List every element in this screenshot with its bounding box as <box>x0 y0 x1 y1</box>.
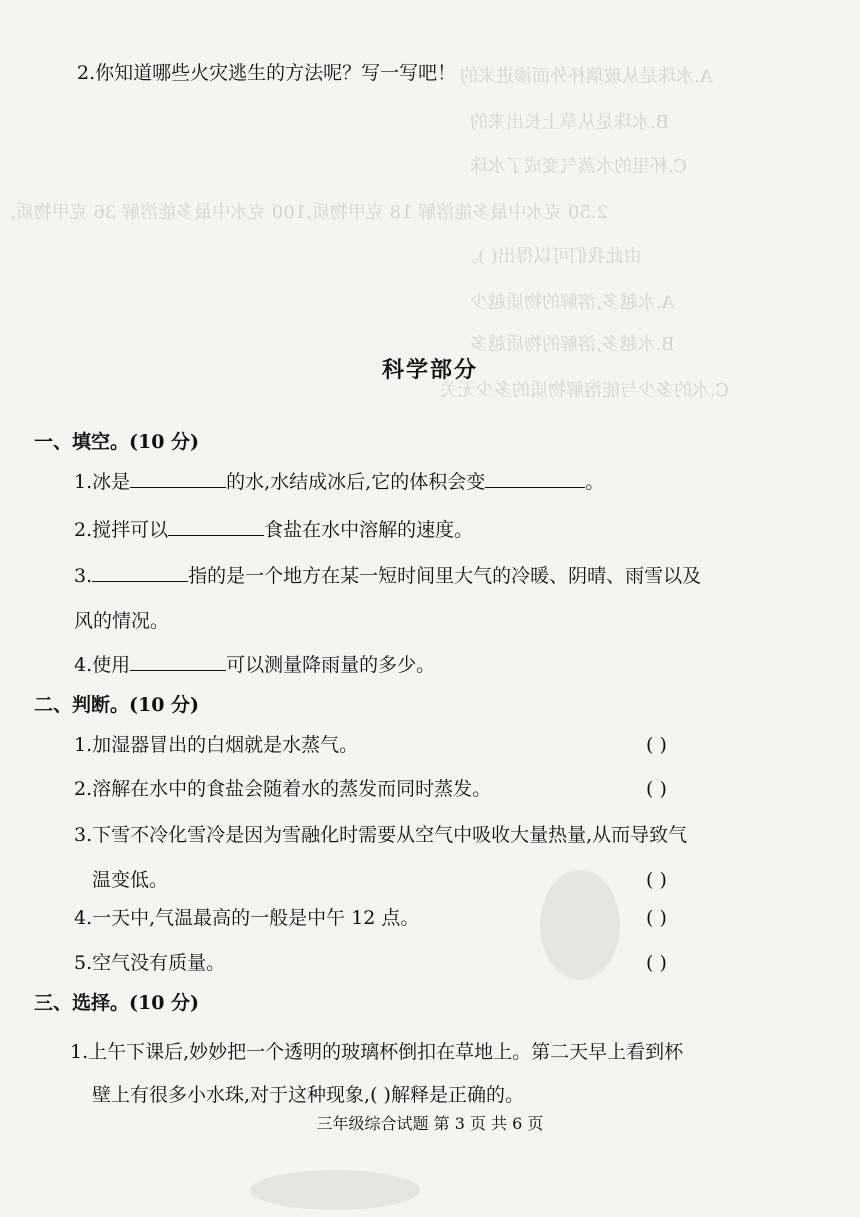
bleed-line: C.水的多少与能溶解物质的多少无关 <box>440 380 729 401</box>
judge-answer-box-3[interactable]: ( ) <box>646 869 667 891</box>
fill-q1-prefix: 1.冰是 <box>74 471 131 493</box>
bleed-line: 2.50 克水中最多能溶解 18 克甲物质,100 克水中最多能溶解 36 克甲物质, <box>10 202 609 223</box>
fill-q2-prefix: 2.搅拌可以 <box>74 519 169 541</box>
scan-smudge <box>250 1170 420 1210</box>
judge-question-1: 1.加湿器冒出的白烟就是水蒸气。 <box>74 734 359 756</box>
judge-question-2: 2.溶解在水中的食盐会随着水的蒸发而同时蒸发。 <box>74 778 492 800</box>
judge-question-3-cont: 温变低。 <box>92 869 169 891</box>
judge-answer-box-4[interactable]: ( ) <box>646 907 667 929</box>
choice-question-1: 1.上午下课后,妙妙把一个透明的玻璃杯倒扣在草地上。第二天早上看到杯 <box>70 1041 684 1063</box>
answer-blank[interactable] <box>130 469 226 488</box>
fill-question-1 <box>74 469 604 494</box>
judge-answer-box-1[interactable]: ( ) <box>646 734 667 756</box>
section-title: 科学部分 <box>381 357 478 383</box>
bleed-line: B.水珠是从草上长出来的 <box>470 112 669 133</box>
fill-question-4 <box>74 652 435 677</box>
bleed-line: 由此我们可以得出( )。 <box>460 246 642 267</box>
choice-heading: 三、选择。(10 分) <box>34 992 200 1014</box>
fill-question-3 <box>74 563 701 588</box>
bleed-line: B.水越多,溶解的物质越多 <box>470 334 675 355</box>
judge-question-4: 4.一天中,气温最高的一般是中午 12 点。 <box>74 907 420 929</box>
bleed-line: C.杯里的水蒸气变成了水珠 <box>470 156 687 177</box>
fire-escape-question: 2.你知道哪些火灾逃生的方法呢？写一写吧！ <box>77 62 457 84</box>
judge-question-3: 3.下雪不冷化雪冷是因为雪融化时需要从空气中吸收大量热量,从而导致气 <box>74 824 688 846</box>
bleed-line: A.水珠是从玻璃杯外面渗进来的 <box>460 66 713 87</box>
fill-q3-prefix: 3. <box>74 565 93 587</box>
judge-answer-box-5[interactable]: ( ) <box>646 952 667 974</box>
fill-question-3-cont: 风的情况。 <box>74 610 170 632</box>
answer-blank[interactable] <box>130 652 226 671</box>
answer-blank[interactable] <box>92 563 188 582</box>
judge-answer-box-2[interactable]: ( ) <box>646 778 667 800</box>
fill-q1-suffix: 。 <box>585 471 605 493</box>
fill-q4-suffix: 可以测量降雨量的多少。 <box>226 654 436 676</box>
fill-q2-suffix: 食盐在水中溶解的速度。 <box>264 519 474 541</box>
fill-q1-middle: 的水,水结成冰后,它的体积会变 <box>226 471 486 493</box>
judge-question-5: 5.空气没有质量。 <box>74 952 226 974</box>
scan-smudge <box>540 870 620 980</box>
bleed-line: A.水越多,溶解的物质越少 <box>470 292 675 313</box>
fill-q4-prefix: 4.使用 <box>74 654 131 676</box>
fill-question-2 <box>74 517 473 542</box>
answer-blank[interactable] <box>168 517 264 536</box>
answer-blank[interactable] <box>485 469 585 488</box>
page-footer: 三年级综合试题 第 3 页 共 6 页 <box>316 1114 544 1133</box>
judge-heading: 二、判断。(10 分) <box>34 694 200 716</box>
fill-q3-text: 指的是一个地方在某一短时间里大气的冷暖、阴晴、雨雪以及 <box>188 565 702 587</box>
choice-question-1-cont: 壁上有很多小水珠,对于这种现象,( )解释是正确的。 <box>92 1084 524 1106</box>
fill-heading: 一、填空。(10 分) <box>34 431 200 453</box>
